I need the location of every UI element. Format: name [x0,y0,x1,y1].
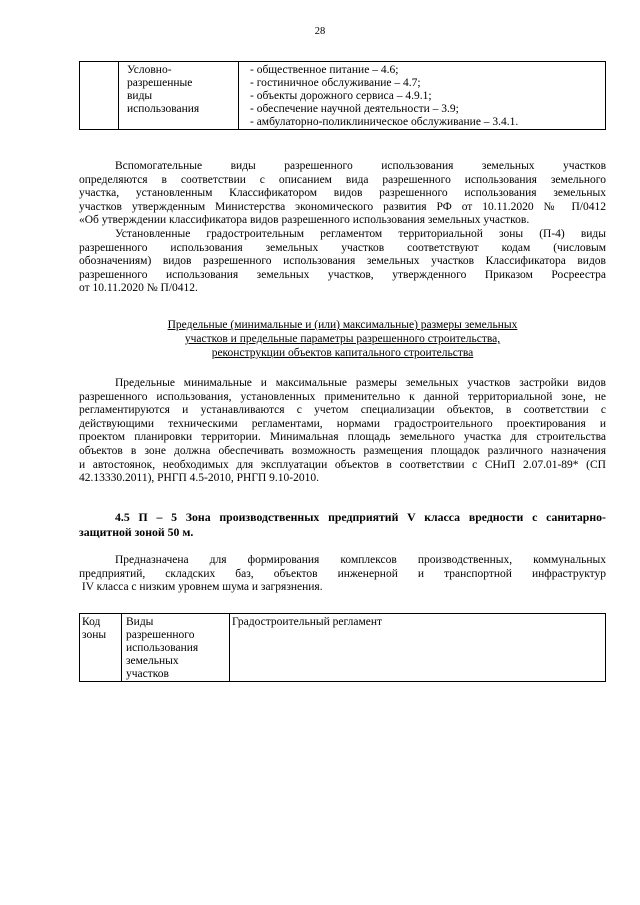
list-item: - обеспечение научной деятельности – 3.9; [250,103,459,115]
paragraph-line: действующими техническими регламентами, нормами градостроительного проектирования и [79,417,606,430]
paragraph-line: участков утвержденным Министерства экономического развития РФ от 10.11.2020 № П/0412 [79,200,606,213]
category-line: разрешенные [127,77,193,89]
zone-regulation-table [79,613,606,682]
paragraph-line: Предельные минимальные и максимальные размеры земельных участков застройки видов [115,377,606,389]
empty-code-cell [80,62,119,130]
zone-code-header [80,614,122,682]
zone-purpose-paragraph [79,554,606,595]
paragraph-line: разрешенного использования земельных участков соответствуют кодам (числовым [79,241,606,254]
paragraph-line: 42.13330.2011), РНГП 4.5-2010, РНГП 9.10-2010. [79,472,319,485]
size-limits-paragraph [79,377,606,486]
header-line: зоны [82,629,107,641]
use-list-cell [239,62,606,130]
list-item: - амбулаторно-поликлиническое обслуживание – 3.4.1. [250,116,519,128]
paragraph-line: регламентируются и устанавливаются с учетом специализации объектов, в соответствии с [79,404,606,417]
list-item: - гостиничное обслуживание – 4.7; [250,77,421,89]
category-line: Условно- [127,64,172,76]
header-line: Виды [126,616,154,628]
use-types-header [122,614,230,682]
table-header-row [80,614,606,682]
codes-paragraph [79,228,606,296]
category-line: виды [127,90,153,102]
paragraph-line: Установленные градостроительным регламентом территориальной зоны (П-4) виды [115,228,606,240]
use-category-cell [119,62,239,130]
header-line: участков [126,668,169,680]
subheading-line: участков и предельные параметры разрешенного строительства, [184,333,501,345]
paragraph-line: разрешенного использования земельных участков, утвержденного Приказом Росреестра [79,268,606,281]
table-row [80,62,606,130]
auxiliary-uses-paragraph [79,160,606,228]
section-subheading [79,318,606,360]
header-line: использования [126,642,199,654]
page-number: 28 [314,26,326,37]
paragraph-line: проектом планировки территории. Минимальная площадь земельного участка для строительства [79,431,606,444]
paragraph-line: определяются в соответствии с описанием вида разрешенного использования земельного [79,173,606,186]
heading-line: 4.5 П – 5 Зона производственных предприятий V класса вредности с санитарно- [115,510,606,524]
paragraph-line: Вспомогательные виды разрешенного использования земельных участков [115,160,606,172]
paragraph-line: и автостоянок, необходимых для эксплуатации объектов в соответствии с СНиП 2.07.01-89* (СП [79,458,606,471]
header-line: земельных [126,655,179,667]
subheading-line: Предельные (минимальные и (или) максимальные) размеры земельных [167,319,518,331]
zone-heading [79,510,606,539]
paragraph-line: IV класса с низким уровнем шума и загрязнения. [79,581,323,594]
heading-line: защитной зоной 50 м. [79,524,194,539]
regulation-header: Градостроительный регламент [230,614,606,682]
header-line: разрешенного [126,629,195,641]
paragraph-line: разрешенного использования, установленных применительно к данной территориальной зоне, не [79,390,606,403]
list-item: - объекты дорожного сервиса – 4.9.1; [250,90,432,102]
header-line: Код [82,616,101,628]
category-line: использования [127,103,200,115]
paragraph-line: обозначениям) видов разрешенного использования земельных участков Классификатора видов [79,255,606,268]
list-item: - общественное питание – 4.6; [250,64,399,76]
paragraph-line: от 10.11.2020 № П/0412. [79,282,198,295]
paragraph-line: Предназначена для формирования комплексов производственных, коммунальных [115,554,606,566]
paragraph-line: «Об утверждении классификатора видов разрешенного использования земельных участков. [79,214,530,227]
paragraph-line: участка, установленным Классификатором видов разрешенного использования земельных [79,187,606,200]
paragraph-line: предприятий, складских баз, объектов инженерной и транспортной инфраструктур [79,567,606,580]
permitted-uses-table [79,61,606,130]
paragraph-line: объектов в зоне должна обеспечивать возможность размещения площадок различного назначения [79,444,606,457]
subheading-line: реконструкции объектов капитального строительства [211,347,474,359]
